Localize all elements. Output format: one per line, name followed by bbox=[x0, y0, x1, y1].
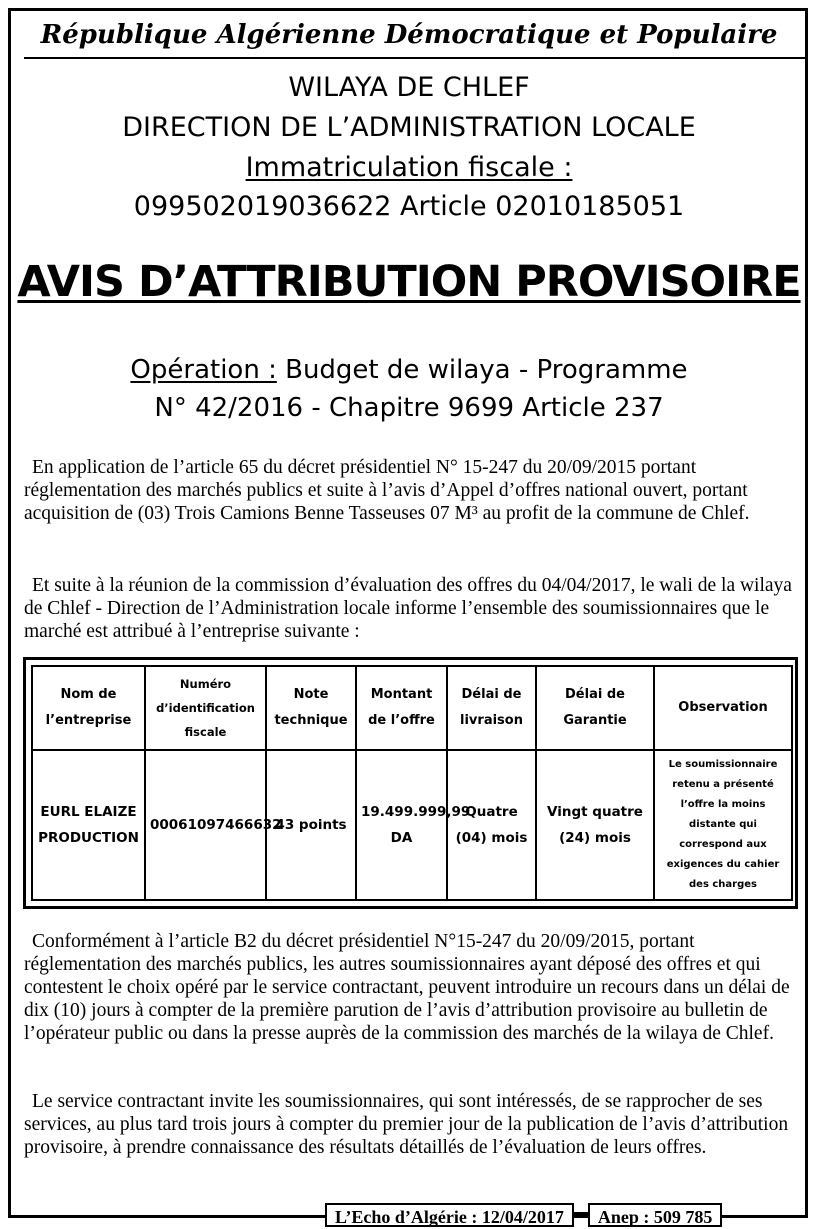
header-company: Nom de l’entreprise bbox=[32, 666, 145, 750]
paragraph-commission: Et suite à la réunion de la commission d’évaluation des offres du 04/04/2017, le wali de la wilaya de Chlef - Direction de l’Administration locale informe l’ensemble des soumissionnaires que le marché est attribué à l’entreprise suivante : bbox=[24, 575, 792, 642]
table-row bbox=[32, 750, 792, 900]
header-nif: Numéro d’identification fiscale bbox=[145, 666, 266, 750]
cell-company: EURL ELAIZE PRODUCTION bbox=[32, 750, 145, 900]
header-observation: Observation bbox=[654, 666, 792, 750]
footer-connector bbox=[574, 1212, 588, 1218]
paragraph-recourse: Conformément à l’article B2 du décret présidentiel N°15-247 du 20/09/2015, portant réglementation des marchés publics, les autres soumissionnaires ayant déposé des offres et qui contestent le choix opéré par le service contractant, peuvent introduire un recours dans un délai de dix (10) jours à compter de la première parution de l’avis d’attribution provisoire au bulletin de l’opérateur public ou dans la presse auprès de la commission des marchés de la wilaya de Chlef. bbox=[24, 931, 790, 1044]
header-delivery: Délai de livraison bbox=[447, 666, 536, 750]
wilaya-line: WILAYA DE CHLEF bbox=[288, 72, 530, 103]
nif-label bbox=[0, 152, 818, 183]
cell-delivery: Quatre (04) mois bbox=[447, 750, 536, 900]
cell-nif: 00061097466632 bbox=[145, 750, 266, 900]
publication-footer bbox=[325, 1202, 722, 1228]
notice-title: AVIS D’ATTRIBUTION PROVISOIRE bbox=[17, 257, 801, 307]
cell-note: 43 points bbox=[266, 750, 356, 900]
nif-label-text: Immatriculation fiscale : bbox=[245, 152, 573, 183]
operation-text-1: Budget de wilaya - Programme bbox=[285, 355, 688, 385]
award-table bbox=[31, 665, 793, 901]
cell-warranty: Vingt quatre (24) mois bbox=[536, 750, 654, 900]
nif-value: 099502019036622 Article 02010185051 bbox=[133, 191, 685, 222]
header-amount: Montant de l’offre bbox=[356, 666, 447, 750]
operation-label: Opération : bbox=[130, 355, 277, 385]
operation-line-1 bbox=[0, 355, 818, 385]
header-note: Note technique bbox=[266, 666, 356, 750]
paragraph-invitation: Le service contractant invite les soumissionnaires, qui sont intéressés, de se rapprocher de ses services, au plus tard trois jours à compter du premier jour de la publication de l’avis d’attribution provisoire, à prendre connaissance des résultats détaillés de l’évaluation de leurs offres. bbox=[24, 1091, 789, 1158]
paragraph-application: En application de l’article 65 du décret présidentiel N° 15-247 du 20/09/2015 portant réglementation des marchés publics et suite à l’avis d’Appel d’offres national ouvert, portant acquisition de (03) Trois Camions Benne Tasseuses 07 M³ au profit de la commune de Chlef. bbox=[24, 457, 750, 524]
cell-amount: 19.499.999,99 DA bbox=[356, 750, 447, 900]
republic-heading: République Algérienne Démocratique et Populaire bbox=[40, 20, 778, 50]
header-warranty: Délai de Garantie bbox=[536, 666, 654, 750]
newspaper-box: L’Echo d’Algérie : 12/04/2017 bbox=[325, 1203, 574, 1227]
operation-line-2: N° 42/2016 - Chapitre 9699 Article 237 bbox=[154, 393, 664, 423]
table-header-row bbox=[32, 666, 792, 750]
cell-observation: Le soumissionnaire retenu a présenté l’offre la moins distante qui correspond aux exigences du cahier des charges bbox=[654, 750, 792, 900]
heading-rule bbox=[24, 57, 806, 59]
direction-line: DIRECTION DE L’ADMINISTRATION LOCALE bbox=[122, 112, 696, 143]
anep-box: Anep : 509 785 bbox=[588, 1203, 723, 1227]
